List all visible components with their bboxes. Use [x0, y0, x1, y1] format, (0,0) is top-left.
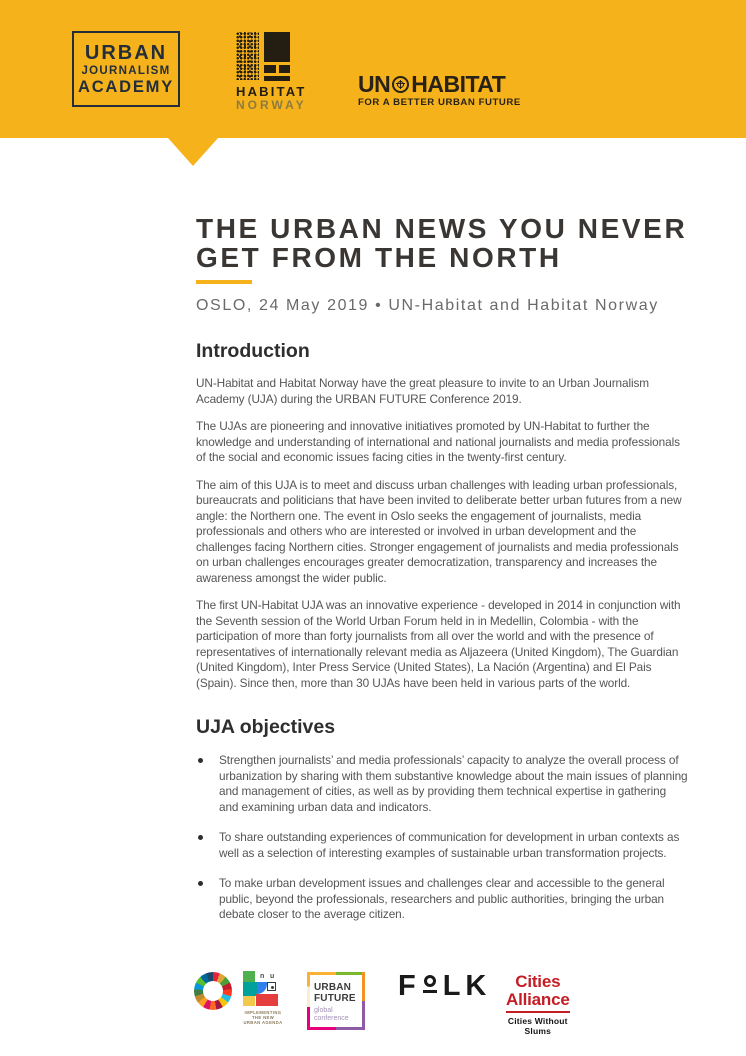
uf-line3: global — [314, 1007, 333, 1014]
nua-caption-line1: IMPLEMENTING — [244, 1010, 282, 1015]
objective-item-1 — [196, 753, 688, 815]
nua-blue-block — [257, 982, 267, 994]
uja-logo-line1: URBAN — [84, 41, 168, 64]
uf-line1: URBAN — [314, 982, 352, 993]
un-habitat-word-right: HABITAT — [411, 71, 506, 97]
uja-logo-line3: ACADEMY — [77, 77, 175, 96]
habitat-norway-sublabel: NORWAY — [236, 98, 307, 112]
intro-paragraph-1: UN-Habitat and Habitat Norway have the great pleasure to invite to an Urban Journalism Academy (UJA) during the URBAN FUTURE Conference 2019. — [196, 376, 650, 406]
intro-paragraph-3: The aim of this UJA is to meet and discuss urban challenges with leading urban professionals, bureaucrats and politicians that have been invited to deliberate better urban futures from a new angle: the Northern one. The event in Oslo seeks the engagement of journalists, media professionals and others who are interested or involved in urban development and the challenges facing Northern cities. Stronger engagement of journalists and media professionals on urban challenges encourages greater democratization, transparency and increases the awareness amongst the wider public. — [196, 477, 682, 585]
nua-letter-u: u — [270, 973, 275, 980]
uf-border-top — [307, 972, 365, 975]
folk-letter-f: F — [398, 970, 421, 1002]
folk-o-ring — [424, 975, 436, 987]
cities-alliance-subtitle: Cities Without Slums — [507, 1016, 568, 1036]
habitat-norway-label: HABITAT — [236, 84, 307, 99]
page-title-line2: GET FROM THE NORTH — [196, 242, 562, 273]
nua-caption — [241, 1010, 285, 1025]
nua-yellow-block — [243, 996, 255, 1006]
main-content — [0, 76, 746, 923]
cities-alliance-rule — [506, 1011, 570, 1013]
page-title — [196, 76, 688, 272]
objectives-heading: UJA objectives — [196, 716, 336, 738]
event-subtitle: OSLO, 24 May 2019 • UN-Habitat and Habitat Norway — [196, 297, 659, 314]
nua-caption-line2: THE NEW — [251, 1015, 275, 1020]
page-title-line1: THE URBAN NEWS YOU NEVER — [196, 213, 688, 244]
habitat-norway-block — [264, 32, 290, 62]
nua-teal-block — [243, 982, 257, 996]
uf-border-bottom — [307, 1027, 365, 1030]
uf-border-right — [362, 972, 365, 1030]
nua-caption-line3: URBAN AGENDA — [243, 1020, 283, 1025]
intro-paragraph-2: The UJAs are pioneering and innovative initiatives promoted by UN-Habitat to further the knowledge and understanding of international and national journalists and media professionals of the social and economic issues facing cities in the twenty-first century. — [196, 419, 680, 464]
uf-text — [314, 983, 356, 1022]
objective-item-3 — [196, 876, 688, 923]
habitat-norway-block — [279, 65, 290, 73]
cities-alliance-title: Cities Alliance — [506, 972, 570, 1009]
new-urban-agenda-icon — [243, 971, 278, 1006]
uf-subtext — [314, 1007, 356, 1022]
folk-o-glyph — [423, 975, 437, 993]
intro-paragraph-4: The first UN-Habitat UJA was an innovative experience - developed in 2014 in conjunction with the Seventh session of the World Urban Forum held in in Medellin, Colombia - with the participation of more than forty journalists from all over the world and with the presence of representatives of internationally relevant media as Aljazeera (United Kingdom), The Guardian (United Kingdom), Inter Press Service (United States), La Nación (Argentina) and El Pais (Spain). Since then, more than 30 UJAs have been held in various parts of the world. — [196, 598, 681, 690]
uf-line4: conference — [314, 1014, 349, 1022]
objectives-list — [196, 753, 688, 923]
intro-heading: Introduction — [196, 340, 310, 362]
habitat-norway-texture — [236, 32, 259, 80]
nua-green-block — [243, 971, 255, 982]
folk-o-bar — [423, 990, 437, 993]
nua-red-block — [256, 994, 278, 1006]
new-urban-agenda-logo — [241, 971, 285, 1025]
uf-line2: FUTURE — [314, 992, 356, 1004]
folk-logo — [398, 970, 492, 1002]
title-accent-rule — [196, 280, 252, 284]
sdg-wheel-logo — [194, 972, 232, 1010]
nua-letter-n: n — [260, 973, 265, 980]
un-habitat-word-left: UN — [358, 71, 391, 97]
folk-letters-lk: LK — [442, 970, 492, 1002]
uja-logo-line2: JOURNALISM — [81, 64, 171, 77]
cities-alliance-logo — [506, 973, 570, 1036]
objective-text-1: Strengthen journalists’ and media professionals’ capacity to analyze the overall process of urbanization by sharing with them substantive knowledge about the main issues of planning and management of cities, as well as by providing them technical expertise in gathering and examining urban data and indicators. — [219, 753, 688, 814]
urban-future-logo — [307, 972, 365, 1030]
un-habitat-tagline: FOR A BETTER URBAN FUTURE — [358, 97, 521, 108]
objective-item-2 — [196, 830, 688, 861]
objective-text-3: To make urban development issues and challenges clear and accessible to the general public, beyond the professionals, researchers and public authorities, bringing the urban debate closer to the average citizen. — [219, 876, 665, 921]
objective-text-2: To share outstanding experiences of communication for development in urban contexts as well as a selection of interesting examples of sustainable urban transformation projects. — [219, 830, 680, 860]
nua-lock-icon — [267, 982, 276, 991]
habitat-norway-graphic-icon — [236, 32, 294, 80]
uf-border-left — [307, 972, 310, 1030]
habitat-norway-block — [264, 65, 276, 73]
